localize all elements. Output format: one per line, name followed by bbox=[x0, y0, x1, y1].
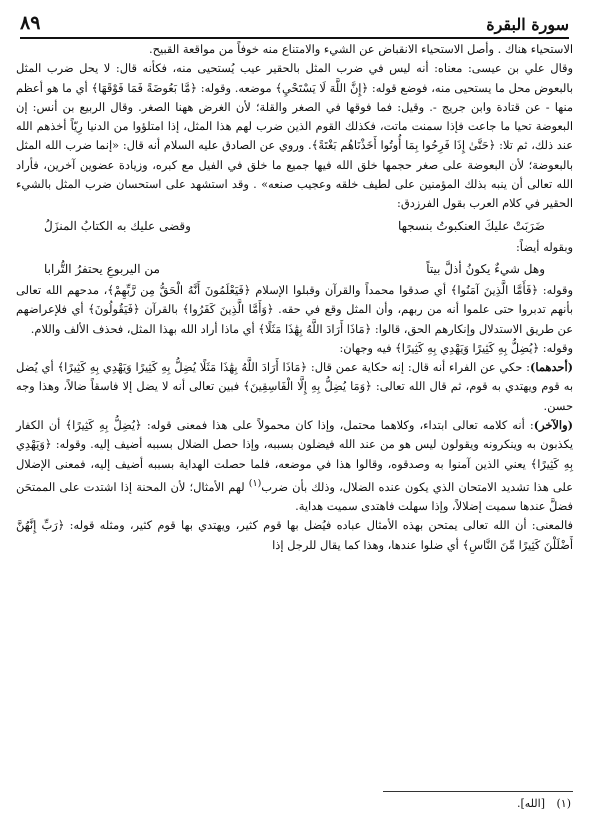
page-header bbox=[20, 4, 569, 39]
footnote-reference[interactable]: (١) bbox=[248, 477, 262, 489]
paragraph bbox=[16, 416, 573, 516]
section-text: : حكي عن الفراء أنه قال: إنه حكاية عمن قال: ﴿مَاذَا أَرَادَ اللَّهُ بِهَٰذَا مَثَلًا يُضِلُّ بِهِ كَثِيرًا وَيَهْدِي بِهِ كَثِيرًا﴾ أي يُضل به قوم ويهتدي به قوم، ثم قال الله تعالى: ﴿وَمَا يُضِلُّ بِهِ إِلَّا الْفَاسِقِينَ﴾ فبين تعالى أنه لا يضل إلا فاسقاً ضالاً، وهذا وجه حسن. bbox=[16, 360, 573, 413]
section-text: : أنه كلامه تعالى ابتداء، وكلاهما محتمل، وإذا كان محمولاً على هذا فمعنى قوله: ﴿يُضِلُّ بِهِ كَثِيرًا﴾ أن الكفار يكذبون به وينكرونه ويقولون ليس هو من عند الله فيضلون بسببه، وإذا حصل الضلال بسببه أضيف إليه. وقوله: ﴿وَيَهْدِي بِهِ كَثِيرًا﴾ يعني الذين آمنوا به وصدقوه، وقالوا هذا في موضعه، فلما حصلت الهداية بسببه أضيف إليه، فمعنى الإضلال على هذا تشديد الامتحان الذي يكون عنده الضلال، وذلك بأن ضرب bbox=[16, 418, 573, 494]
section-label: (أحدهما) bbox=[529, 360, 573, 375]
verse-second-hemistich: وقضى عليك به الكتابُ المنزَلُ bbox=[44, 218, 191, 233]
surah-title: سورة البقرة bbox=[486, 15, 569, 34]
footnote-divider bbox=[383, 791, 573, 792]
poetry-verse bbox=[16, 214, 573, 238]
verse-intro: وبقوله أيضاً: bbox=[515, 239, 573, 254]
section-text: لهم الأمثال؛ لأن المحنة إذا اشتدت على الممتحَن فضلَّ عندها سميت إضلالاً، وإذا سهلت فاهتدى سميت هداية. bbox=[16, 479, 573, 514]
paragraph: الاستحياء هناك . وأصل الاستحياء الانقباض عن الشيء والامتناع منه خوفاً من مواقعة القبيح. bbox=[149, 42, 573, 56]
page-number: ٨٩ bbox=[20, 12, 41, 34]
paragraph: وقوله: ﴿يُضِلُّ بِهِ كَثِيرًا وَيَهْدِي بِهِ كَثِيرًا﴾ فيه وجهان: bbox=[339, 340, 573, 355]
paragraph: وقوله: ﴿فَأَمَّا الَّذِينَ آمَنُوا﴾ أي صدقوا محمداً والقرآن وقبلوا الإسلام ﴿فَيَعْلَمُونَ أَنَّهُ الْحَقُّ مِن رَّبِّهِمْ﴾، مدحهم الله تعالى بأنهم تدبروا حتى علموا أنه من ربهم، وأن المثل وقع في حقه. ﴿وَأَمَّا الَّذِينَ كَفَرُوا﴾ بالقرآن ﴿فَيَقُولُونَ﴾ أي فلإعراضهم عن طريق الاستدلال وإنكارهم الحق، قالوا: ﴿مَاذَا أَرَادَ اللَّهُ بِهَٰذَا مَثَلًا﴾ أي ماذا أراد الله بهذا المثل، فحذف الألف واللام. bbox=[16, 282, 573, 336]
verse-first-hemistich: وهل شيءٌ يكونُ أذلَّ بيتاً bbox=[426, 261, 545, 276]
paragraph: وقال علي بن عيسى: معناه: أنه ليس في ضرب المثل بالحقير عيب يُستحيى منه، فكأنه قال: لا يحل ضرب المثل بالبعوض محل ما يستحيى منه، فوضع قوله: ﴿إِنَّ اللَّهَ لَا يَسْتَحْيِ﴾ موضعه. وقوله: ﴿مَّا بَعُوضَةً فَمَا فَوْقَهَا﴾ أي ما هو أعظم منها - عن قتادة وابن جريج -. وقيل: فما فوقها في الصغر والقلة؛ لأن الغرض ههنا الصغر. وقال الربيع بن أنس: إن البعوضة تحيا ما جاعت فإذا سمنت ماتت، فكذلك القوم الذين ضرب لهم هذا المثل، إذا امتلؤوا من الدنيا رِيّاً أخذهم الله عند ذلك، ثم تلا: ﴿حَتَّىٰ إِذَا فَرِحُوا بِمَا أُوتُوا أَخَذْنَاهُم بَغْتَةً﴾. وروي عن الصادق عليه السلام أنه قال: «إنما ضرب الله المثل بالبعوضة؛ لأن البعوضة على صغر حجمها خلق الله فيها جميع ما خلق في الفيل مع كبره، وزيادة عضوين آخرين، فأراد الله تعالى أن ينبه بذلك المؤمنين على لطيف خلقه وعجيب صنعه» . وقد استشهد على استحسان ضرب المثل بالشيء الحقير في كلام العرب بقول الفرزدق: bbox=[16, 61, 573, 211]
section-label: (والآخر) bbox=[533, 418, 573, 433]
paragraph: فالمعنى: أن الله تعالى يمتحن بهذه الأمثال عباده فيُضل بها قوم كثير، ويهتدي بها قوم كثير، ومثله قوله: ﴿رَبِّ إِنَّهُنَّ أَضْلَلْنَ كَثِيرًا مِّنَ النَّاسِ﴾ أي ضلوا عندها، وهذا كما يقال للرجل إذا bbox=[16, 518, 573, 552]
footnote bbox=[517, 797, 571, 810]
poetry-verse bbox=[16, 257, 573, 281]
paragraph bbox=[16, 358, 573, 416]
footnote-number: (١) bbox=[556, 797, 571, 810]
verse-first-hemistich: ضَرَبَتْ عليكَ العنكبوتُ بنسجها bbox=[398, 218, 545, 233]
verse-second-hemistich: من اليربوعِ يحتفرُ التُّرابا bbox=[44, 261, 160, 276]
footnote-text: [الله]. bbox=[516, 797, 545, 810]
page-body bbox=[16, 40, 573, 555]
